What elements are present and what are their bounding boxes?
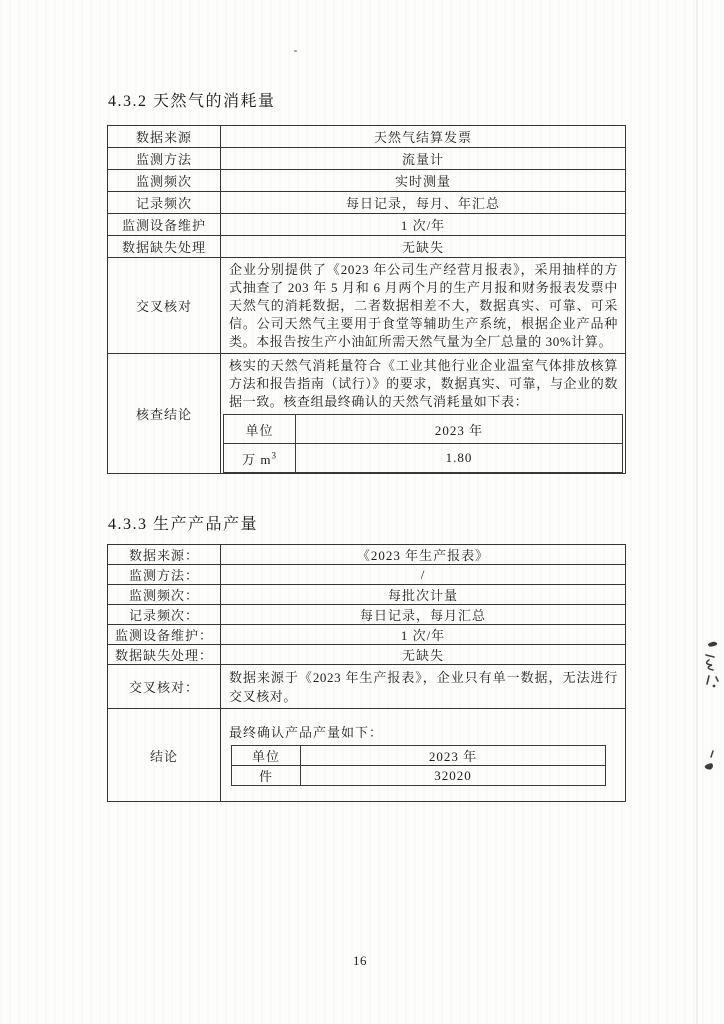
section-product-output [107, 511, 626, 802]
cross-check-text-cell [221, 665, 626, 709]
table-row [108, 236, 626, 258]
scan-artifact-line [696, 0, 698, 1024]
inner-value-row [232, 766, 606, 786]
row-label: 监测频次 [108, 170, 221, 192]
cross-check-row [108, 258, 626, 354]
row-label: 记录频次 [108, 192, 221, 214]
table-row [108, 170, 626, 192]
year-header-cell: 2023 年 [301, 746, 606, 766]
row-value: 流量计 [221, 148, 626, 170]
conclusion-cell [221, 709, 626, 802]
unit-header-cell: 单位 [232, 746, 301, 766]
table-row [108, 565, 626, 585]
cross-check-text: 企业分别提供了《2023 年公司生产经营月报表》，采用抽样的方式抽查了 203 年 5 月和 6 月两个月的生产月报和财务报表发票中天然气的消耗数据，二者数据相差不大，数据真实、可靠、可采信。公司天然气主要用于食堂等辅助生产系统，根据企业产品种类。本报告按生产小油缸所需天然气量为全厂总量的 30%计算。 [229, 262, 618, 349]
unit-base: 万 m [242, 451, 272, 467]
row-value: 1 次/年 [221, 625, 626, 645]
conclusion-label: 核查结论 [108, 354, 221, 474]
cross-check-label: 交叉核对： [108, 665, 221, 709]
unit-cell: 件 [232, 766, 301, 786]
cross-check-text: 数据来源于《2023 年生产报表》，企业只有单一数据，无法进行交叉核对。 [229, 670, 618, 704]
unit-header-cell: 单位 [224, 415, 296, 444]
row-value: 每日记录，每月汇总 [221, 605, 626, 625]
conclusion-label: 结论 [108, 709, 221, 802]
row-label: 监测频次： [108, 585, 221, 605]
inner-value-row [224, 444, 623, 473]
section-natural-gas-consumption [107, 88, 626, 474]
table-row [108, 148, 626, 170]
scan-speck [294, 50, 297, 52]
conclusion-row [108, 709, 626, 802]
row-label: 记录频次： [108, 605, 221, 625]
row-label: 监测方法： [108, 565, 221, 585]
cross-check-row [108, 665, 626, 709]
year-header-cell: 2023 年 [296, 415, 623, 444]
row-label: 数据来源 [108, 126, 221, 148]
table-row [108, 192, 626, 214]
section-title: 4.3.3 生产产品产量 [108, 516, 259, 533]
page-content [107, 88, 626, 802]
conclusion-cell [221, 354, 626, 474]
inner-header-row [232, 746, 606, 766]
confirmed-output-table [231, 745, 606, 786]
table-row [108, 625, 626, 645]
unit-cell [224, 444, 296, 473]
table-row [108, 126, 626, 148]
page-number: 16 [353, 953, 367, 968]
row-value: 1 次/年 [221, 214, 626, 236]
conclusion-bottom-spacer [221, 786, 625, 801]
row-label: 数据缺失处理 [108, 236, 221, 258]
unit-superscript: 3 [271, 450, 277, 461]
conclusion-row [108, 354, 626, 474]
table-row [108, 605, 626, 625]
ink-smudge-marks [697, 637, 721, 779]
inner-header-row [224, 415, 623, 444]
row-value: 实时测量 [221, 170, 626, 192]
row-label: 数据缺失处理： [108, 645, 221, 665]
row-value: / [221, 565, 626, 585]
row-label: 监测设备维护 [108, 214, 221, 236]
row-label: 数据来源： [108, 545, 221, 565]
row-label: 监测方法 [108, 148, 221, 170]
cross-check-text-cell [221, 258, 626, 354]
conclusion-text: 核实的天然气消耗量符合《工业其他行业企业温室气体排放核算方法和报告指南（试行）》的要求，数据真实、可靠，与企业的数据一致。核查组最终确认的天然气消耗量如下表： [229, 358, 618, 409]
confirmed-gas-table [223, 414, 623, 473]
row-value: 《2023 年生产报表》 [221, 545, 626, 565]
value-cell: 32020 [301, 766, 606, 786]
row-label: 监测设备维护： [108, 625, 221, 645]
table-row [108, 545, 626, 565]
value-cell: 1.80 [296, 444, 623, 473]
table-row [108, 214, 626, 236]
row-value: 无缺失 [221, 236, 626, 258]
product-output-table [107, 544, 626, 802]
cross-check-label: 交叉核对 [108, 258, 221, 354]
row-value: 天然气结算发票 [221, 126, 626, 148]
conclusion-intro: 最终确认产品产量如下： [229, 725, 384, 740]
section-title: 4.3.2 天然气的消耗量 [108, 93, 276, 110]
table-row [108, 645, 626, 665]
row-value: 每日记录，每月、年汇总 [221, 192, 626, 214]
natural-gas-table [107, 125, 626, 474]
row-value: 无缺失 [221, 645, 626, 665]
table-row [108, 585, 626, 605]
row-value: 每批次计量 [221, 585, 626, 605]
